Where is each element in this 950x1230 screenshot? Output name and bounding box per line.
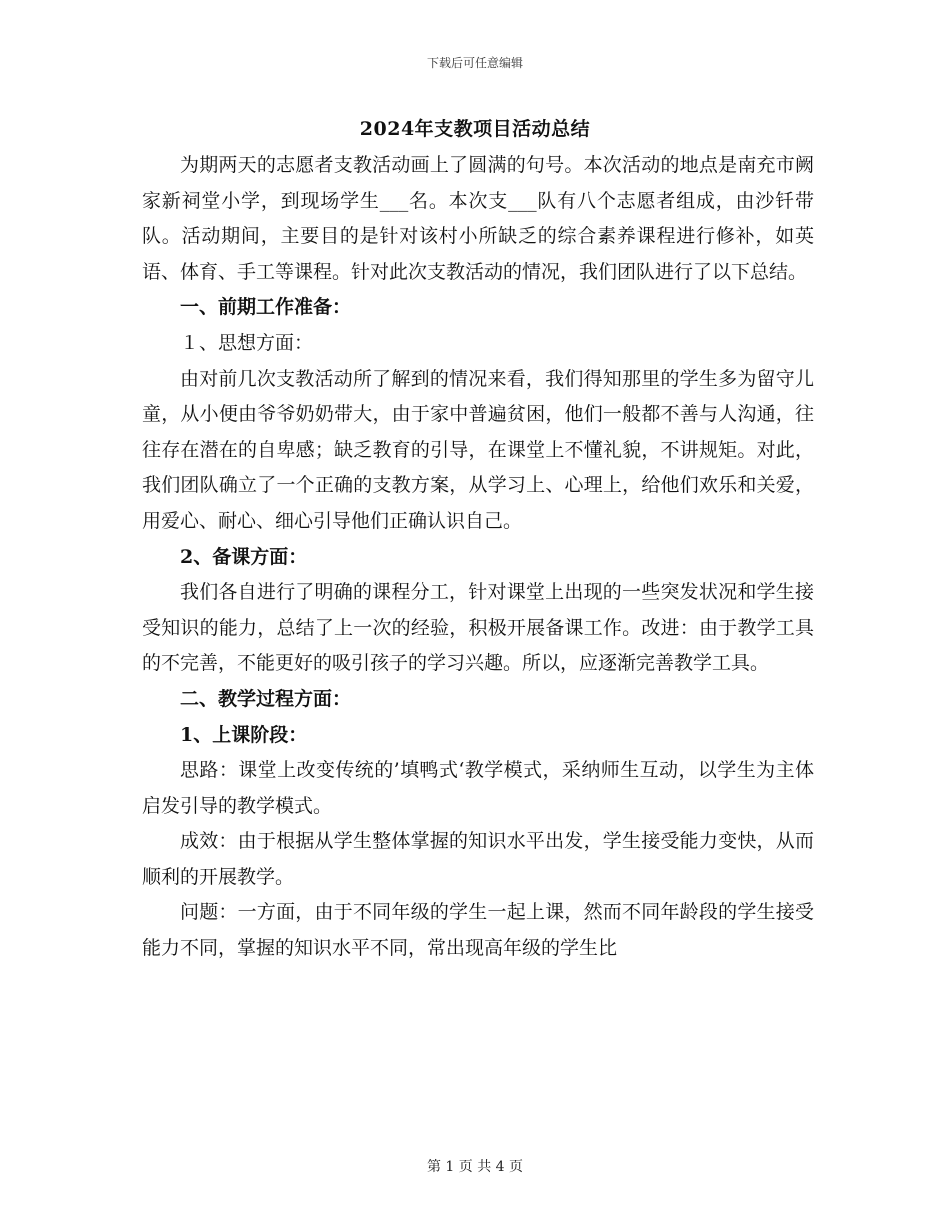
paragraph-problems: 问题：一方面，由于不同年级的学生一起上课，然而不同年龄段的学生接受能力不同，掌握的知识水平不同，常出现高年级的学生比 xyxy=(142,901,814,960)
paragraph-results: 成效：由于根据从学生整体掌握的知识水平出发，学生接受能力变快，从而顺利的开展教学。 xyxy=(142,830,814,888)
document-title: 2024年支教项目活动总结 xyxy=(359,118,591,140)
subheading-mindset: １、思想方面： xyxy=(180,331,314,354)
section-heading-prep: 一、前期工作准备： xyxy=(180,296,352,319)
header-note: 下载后可任意编辑 xyxy=(426,56,523,70)
intro-paragraph: 为期两天的志愿者支教活动画上了圆满的句号。本次活动的地点是南充市阙家新祠堂小学，到现场学生___名。本次支___队有八个志愿者组成，由沙钎带队。活动期间，主要目的是针对该村小所缺乏的综合素养课程进行修补，如英语、体育、手工等课程。针对此次支教活动的情况，我们团队进行了以下总结。 xyxy=(142,154,814,283)
paragraph-lesson-prep: 我们各自进行了明确的课程分工，针对课堂上出现的一些突发状况和学生接受知识的能力，总结了上一次的经验，积极开展备课工作。改进：由于教学工具的不完善，不能更好的吸引孩子的学习兴趣。所以，应逐渐完善教学工具。 xyxy=(142,581,814,675)
document-body xyxy=(142,148,814,967)
page-number: 第 1 页 共 4 页 xyxy=(426,1159,524,1175)
paragraph-mindset: 由对前几次支教活动所了解到的情况来看，我们得知那里的学生多为留守儿童，从小便由爷爷奶奶带大，由于家中普遍贫困，他们一般都不善与人沟通，往往存在潜在的自卑感；缺乏教育的引导，在课堂上不懂礼貌，不讲规矩。对此，我们团队确立了一个正确的支教方案，从学习上、心理上，给他们欢乐和关爱，用爱心、耐心、细心引导他们正确认识自己。 xyxy=(142,367,814,532)
paragraph-approach: 思路：课堂上改变传统的’填鸭式‘教学模式，采纳师生互动，以学生为主体启发引导的教学模式。 xyxy=(142,759,814,817)
section-heading-teaching: 二、教学过程方面： xyxy=(180,687,352,710)
subheading-lesson-prep: 2、备课方面： xyxy=(180,545,308,568)
subheading-class-stage: 1、上课阶段： xyxy=(180,723,308,746)
